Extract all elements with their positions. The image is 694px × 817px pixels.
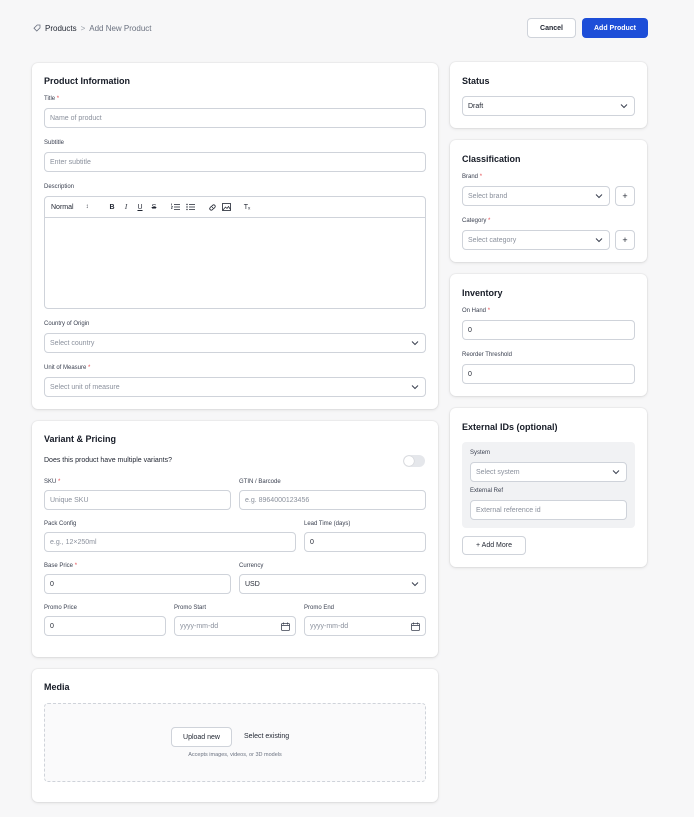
subtitle-label: Subtitle	[44, 140, 65, 146]
promo-start-input[interactable]: yyyy-mm-dd	[174, 616, 296, 636]
cancel-button[interactable]: Cancel	[527, 18, 576, 38]
calendar-icon[interactable]	[281, 622, 290, 631]
currency-select[interactable]: USD	[239, 574, 426, 594]
system-select[interactable]: Select system	[470, 462, 627, 482]
chevron-down-icon	[411, 384, 419, 390]
currency-label: Currency	[239, 563, 264, 569]
category-label: Category *	[462, 218, 491, 224]
title-label: Title *	[44, 96, 60, 102]
card-title: Classification	[462, 154, 521, 164]
reorder-threshold-label: Reorder Threshold	[462, 352, 512, 358]
add-more-button[interactable]: + Add More	[462, 536, 526, 555]
editor-toolbar	[45, 197, 425, 218]
image-icon[interactable]	[221, 197, 231, 217]
description-label: Description	[44, 184, 75, 190]
description-textarea[interactable]	[45, 218, 425, 308]
external-ref-input[interactable]: External reference id	[470, 500, 627, 520]
reorder-threshold-input[interactable]: 0	[462, 364, 635, 384]
chevron-down-icon	[595, 193, 603, 199]
country-select[interactable]: Select country	[44, 333, 426, 353]
card-title: Inventory	[462, 288, 503, 298]
chevron-down-icon	[411, 340, 419, 346]
link-icon[interactable]	[207, 197, 217, 217]
sku-label: SKU *	[44, 479, 61, 485]
subtitle-input[interactable]: Enter subtitle	[44, 152, 426, 172]
add-category-button[interactable]: +	[615, 230, 635, 250]
add-brand-button[interactable]: +	[615, 186, 635, 206]
brand-label: Brand *	[462, 174, 483, 180]
bullet-list-icon[interactable]	[185, 197, 196, 217]
format-select[interactable]: Normal ↕	[51, 203, 89, 211]
breadcrumb-separator: >	[80, 23, 86, 33]
gtin-label: GTIN / Barcode	[239, 479, 281, 485]
italic-button[interactable]: I	[124, 203, 128, 211]
calendar-icon[interactable]	[411, 622, 420, 631]
tag-icon	[33, 24, 41, 32]
toggle-knob	[404, 456, 414, 466]
promo-end-label: Promo End	[304, 605, 335, 611]
clear-format-button[interactable]: Tₓ	[243, 203, 251, 211]
promo-end-input[interactable]: yyyy-mm-dd	[304, 616, 426, 636]
promo-price-input[interactable]: 0	[44, 616, 166, 636]
pack-config-input[interactable]: e.g., 12×250ml	[44, 532, 296, 552]
external-id-row	[462, 442, 635, 528]
upload-new-button[interactable]: Upload new	[171, 727, 232, 747]
ordered-list-icon[interactable]	[170, 197, 181, 217]
gtin-input[interactable]: e.g. 8964000123456	[239, 490, 426, 510]
pack-config-label: Pack Config	[44, 521, 77, 527]
inventory-card	[450, 274, 647, 396]
category-select[interactable]: Select category	[462, 230, 610, 250]
promo-price-label: Promo Price	[44, 605, 78, 611]
media-hint: Accepts images, videos, or 3D models	[188, 752, 282, 758]
card-title: Media	[44, 682, 70, 692]
description-editor	[44, 196, 426, 309]
title-input[interactable]: Name of product	[44, 108, 426, 128]
external-ref-label: External Ref	[470, 488, 504, 494]
underline-button[interactable]: U	[137, 203, 143, 211]
uom-label: Unit of Measure *	[44, 365, 91, 371]
uom-select[interactable]: Select unit of measure	[44, 377, 426, 397]
chevron-down-icon	[411, 581, 419, 587]
card-title: Status	[462, 76, 490, 86]
sku-input[interactable]: Unique SKU	[44, 490, 231, 510]
variant-pricing-card	[32, 421, 438, 657]
card-title: External IDs (optional)	[462, 422, 558, 432]
bold-button[interactable]: B	[109, 203, 115, 211]
country-label: Country of Origin	[44, 321, 90, 327]
status-card	[450, 62, 647, 128]
system-label: System	[470, 450, 491, 456]
add-product-button[interactable]: Add Product	[582, 18, 648, 38]
classification-card	[450, 140, 647, 262]
card-title: Product Information	[44, 76, 130, 86]
base-price-label: Base Price *	[44, 563, 78, 569]
lead-time-input[interactable]: 0	[304, 532, 426, 552]
product-information-card	[32, 63, 438, 409]
chevron-down-icon	[612, 469, 620, 475]
chevron-down-icon	[620, 103, 628, 109]
strikethrough-button[interactable]: S	[151, 203, 157, 211]
status-select[interactable]: Draft	[462, 96, 635, 116]
sort-arrows-icon: ↕	[85, 204, 89, 210]
on-hand-input[interactable]: 0	[462, 320, 635, 340]
breadcrumb	[33, 22, 152, 34]
media-dropzone[interactable]	[44, 703, 426, 782]
base-price-input[interactable]: 0	[44, 574, 231, 594]
promo-start-label: Promo Start	[174, 605, 207, 611]
brand-select[interactable]: Select brand	[462, 186, 610, 206]
breadcrumb-products[interactable]: Products	[45, 23, 77, 33]
multiple-variants-toggle[interactable]	[403, 455, 425, 467]
media-card	[32, 669, 438, 802]
breadcrumb-current: Add New Product	[89, 23, 152, 33]
card-title: Variant & Pricing	[44, 434, 117, 444]
lead-time-label: Lead Time (days)	[304, 521, 351, 527]
multiple-variants-question: Does this product have multiple variants?	[44, 457, 173, 464]
select-existing-link[interactable]: Select existing	[244, 733, 290, 740]
external-ids-card	[450, 408, 647, 567]
on-hand-label: On Hand *	[462, 308, 491, 314]
chevron-down-icon	[595, 237, 603, 243]
